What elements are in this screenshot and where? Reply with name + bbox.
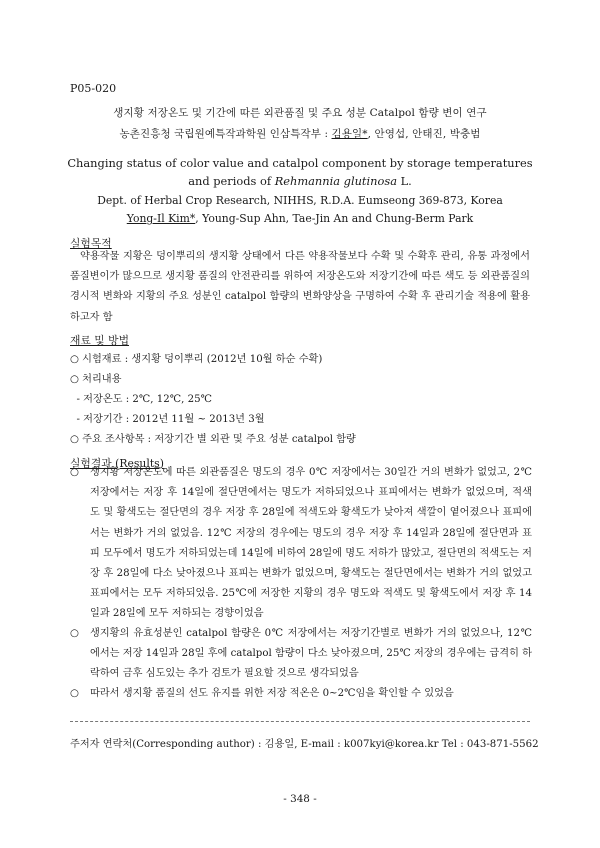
results-heading: 실험결과 (Results) — [70, 457, 164, 470]
materials-item: ○ 처리내용 — [70, 374, 122, 385]
results-text: 생지황의 유효성분인 catalpol 함량은 0℃ 저장에서는 저장기간별로 변화가 거의 없었으나, 12℃에서는 저장 14일과 28일 후에 catalpol 함량이 다소 낮아졌으며, 25℃ 저장의 경우에는 급격히 하락하여 금후 심도있는 추가 검토가 필요할 것으로 생각되었음 — [90, 628, 532, 680]
korean-affiliation: 농촌진흥청 국립원예특작과학원 인삼특작부 : — [119, 128, 332, 140]
results-text: 따라서 생지황 품질의 선도 유지를 위한 저장 적온은 0~2℃임을 확인할 수 있었음 — [90, 688, 454, 699]
materials-subitem: - 저장기간 : 2012년 11월 ~ 2013년 3월 — [70, 414, 265, 425]
korean-title: 생지황 저장온도 및 기간에 따른 외관품질 및 주요 성분 Catalpol 함량 변이 연구 — [113, 107, 487, 119]
korean-authors — [0, 126, 600, 141]
results-item — [70, 624, 532, 685]
results-item — [70, 463, 532, 625]
materials-heading: 재료 및 방법 — [70, 334, 130, 347]
purpose-paragraph: 약용작물 지황은 덩이뿌리의 생지황 상태에서 다른 약용작물보다 수확 및 수확후 관리, 유통 과정에서 품질변이가 많으므로 생지황 품질의 안전관리를 위하여 저장온도와 저장기간에 따른 색도 등 외관품질의 경시적 변화와 지황의 주요 성분인 catalpol 함량의 변화양상을 구명하여 수확 후 관리기술 적용에 활용하고자 함 — [70, 251, 530, 323]
english-affiliation: Dept. of Herbal Crop Research, NIHHS, R.D.A. Eumseong 369-873, Korea — [97, 194, 503, 207]
english-authors — [0, 212, 600, 225]
results-text: 생지황 저장온도에 따른 외관품질은 명도의 경우 0℃ 저장에서는 30일간 거의 변화가 없었고, 2℃ 저장에서는 저장 후 14일에 절단면에서는 명도가 저하되었으나 표피에서는 변화가 없었으며, 적색도 및 황색도는 절단면의 경우 저장 후 28일에 적색도와 황색도가 낮아져 색깔이 옅어졌으나 표피에서는 변화가 거의 없었음. 12℃ 저장의 경우에는 명도의 경우 저장 후 14일과 28일에 절단면과 표피 모두에서 명도가 저하되었는데 14일에 비하여 28일에 명도 저하가 많았고, 절단면의 적색도는 저장 후 28일에 다소 낮아졌으나 표피는 변화가 없었으며, 황색도는 절단면에서는 변화가 거의 없었고 표피에서는 모두 저하되었음. 25℃에 저장한 지황의 경우 명도와 적색도 및 황색도에서 저장 후 14일과 28일에 모두 저하되는 경향이었음 — [90, 467, 532, 620]
results-item — [70, 684, 532, 704]
english-title-suffix: L. — [396, 174, 412, 188]
materials-item: ○ 시험재료 : 생지황 덩이뿌리 (2012년 10월 하순 수확) — [70, 354, 323, 365]
purpose-heading: 실험목적 — [70, 237, 112, 250]
species-name: Rehmannia glutinosa — [274, 174, 397, 188]
bullet-mark: ○ — [70, 628, 79, 639]
abstract-code: P05-020 — [70, 82, 117, 95]
page-number: - 348 - — [283, 793, 317, 805]
english-title-line1: Changing status of color value and catalpol component by storage temperatures — [67, 156, 533, 170]
korean-coauthors: , 안영섭, 안태진, 박충범 — [367, 128, 481, 140]
corresponding-author-contact: 주저자 연락처(Corresponding author) : 김용일, E-mail : k007kyi@korea.kr Tel : 043-871-5562 — [70, 739, 539, 750]
bullet-mark: ○ — [70, 688, 79, 699]
materials-item: ○ 주요 조사항목 : 저장기간 별 외관 및 주요 성분 catalpol 함량 — [70, 434, 356, 445]
english-title-line2 — [0, 174, 600, 188]
english-coauthors: , Young-Sup Ahn, Tae-Jin An and Chung-Berm Park — [195, 212, 474, 225]
korean-main-author: 김용일* — [331, 128, 368, 140]
bullet-mark: ○ — [70, 467, 79, 478]
english-main-author: Yong-Il Kim* — [126, 212, 196, 225]
materials-subitem: - 저장온도 : 2℃, 12℃, 25℃ — [70, 394, 212, 405]
footnote-divider — [70, 721, 530, 722]
english-title-prefix: and periods of — [188, 174, 275, 188]
